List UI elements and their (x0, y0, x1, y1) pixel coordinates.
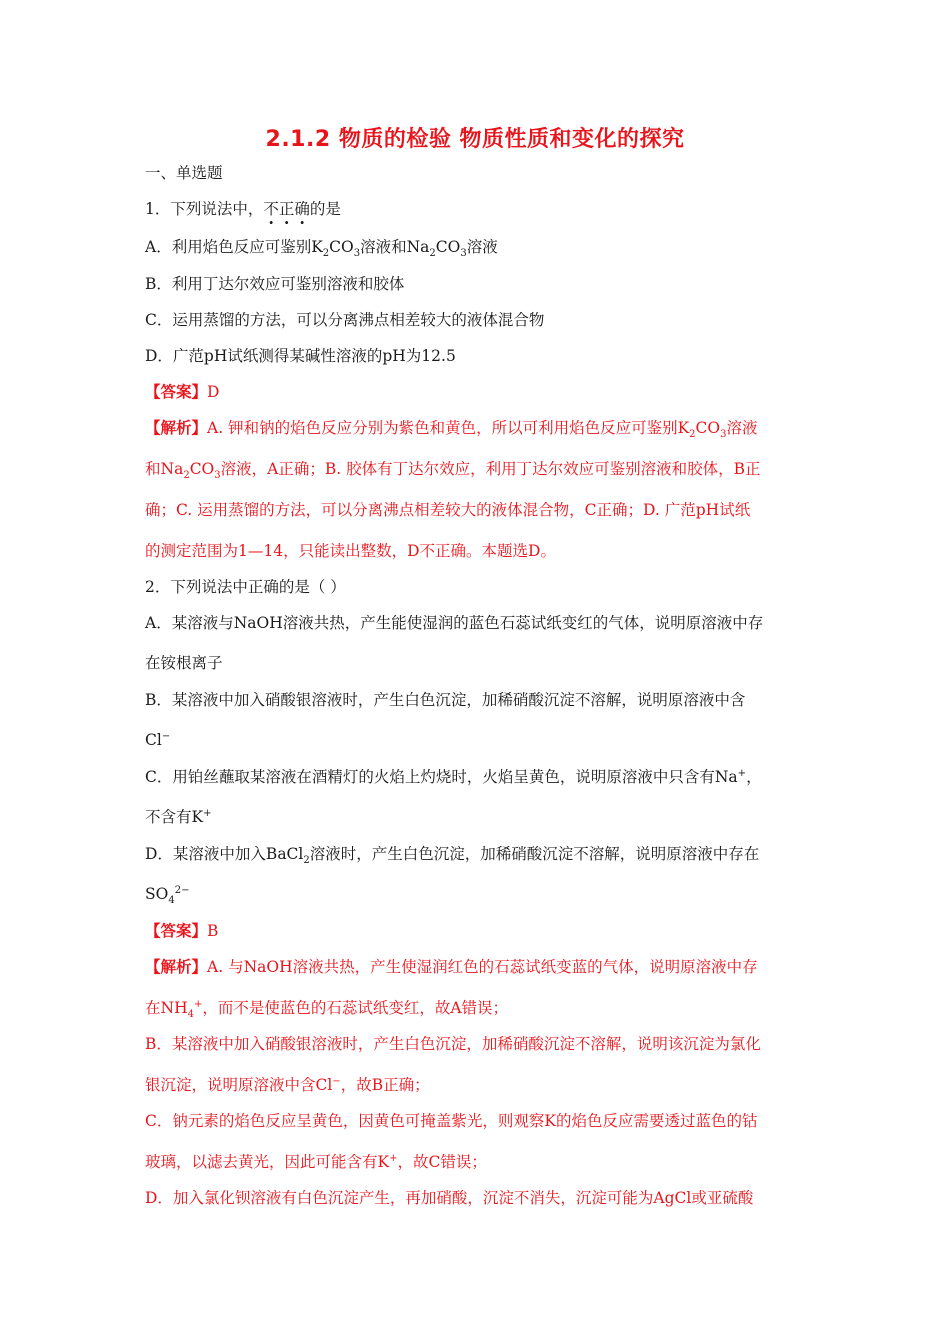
question-1-option-d: D．广范pH试纸测得某碱性溶液的pH为12.5 (145, 347, 456, 365)
question-2-explanation-line-7: D．加入氯化钡溶液有白色沉淀产生，再加硝酸，沉淀不消失，沉淀可能为AgCl或亚硫酸 (145, 1189, 754, 1207)
question-2-option-a-line-1: A．某溶液与NaOH溶液共热，产生能使湿润的蓝色石蕊试纸变红的气体，说明原溶液中存 (145, 614, 764, 632)
question-2-option-c-line-2: 不含有K+ (145, 807, 212, 826)
question-2-option-b-line-1: B．某溶液中加入硝酸银溶液时，产生白色沉淀，加稀硝酸沉淀不溶解，说明原溶液中含 (145, 691, 746, 709)
question-2-explanation-line-5: C．钠元素的焰色反应呈黄色，因黄色可掩盖紫光，则观察K的焰色反应需要透过蓝色的钴 (145, 1112, 758, 1130)
question-2-option-b-line-2: Cl− (145, 730, 171, 749)
question-2-explanation-line-2: 在$NH_4^+$，而不是使蓝色的石蕊试纸变红，故A错误； (145, 998, 509, 1021)
question-1-explanation-line-1: 【解析】A. 钾和钠的焰色反应分别为紫色和黄色，所以可利用焰色反应可鉴别$K_2CO_3$溶液 (145, 418, 758, 441)
question-2-option-a-line-2: 在铵根离子 (145, 654, 223, 672)
question-2-explanation-line-3: B．某溶液中加入硝酸银溶液时，产生白色沉淀，加稀硝酸沉淀不溶解，说明该沉淀为氯化 (145, 1035, 761, 1053)
question-1-option-a: A．利用焰色反应可鉴别$K_2CO_3$溶液和$Na_2CO_3$溶液 (145, 238, 498, 260)
question-2-option-d-line-1: D．某溶液中加入BaCl$_2$溶液时，产生白色沉淀，加稀硝酸沉淀不溶解，说明原溶液中存在 (145, 845, 760, 867)
question-2-option-c-line-1: C．用铂丝蘸取某溶液在酒精灯的火焰上灼烧时，火焰呈黄色，说明原溶液中只含有Na+， (145, 767, 762, 786)
question-1-answer: 【答案】D (145, 382, 220, 401)
question-2-explanation-line-4: 银沉淀，说明原溶液中含Cl−，故B正确； (145, 1075, 430, 1094)
section-heading: 一、单选题 (145, 164, 223, 182)
question-1-explanation-line-3: 确；C. 运用蒸馏的方法，可以分离沸点相差较大的液体混合物，C正确；D. 广范pH试纸 (145, 501, 751, 519)
question-2-answer: 【答案】B (145, 921, 219, 940)
question-1-explanation-line-2: 和$Na_2CO_3$溶液，A正确；B. 胶体有丁达尔效应，利用丁达尔效应可鉴别溶液和胶体，B正 (145, 460, 761, 482)
question-2-explanation-line-1: 【解析】A. 与NaOH溶液共热，产生使湿润红色的石蕊试纸变蓝的气体，说明原溶液中存 (145, 957, 758, 976)
question-1-explanation-line-4: 的测定范围为1—14，只能读出整数，D不正确。本题选D。 (145, 542, 556, 560)
question-2-explanation-line-6: 玻璃，以滤去黄光，因此可能含有K+，故C错误； (145, 1152, 487, 1171)
question-2-stem: 2．下列说法中正确的是（ ） (145, 578, 346, 596)
question-1-stem: 1．下列说法中，不正确的是 (145, 200, 341, 218)
question-1-option-b: B．利用丁达尔效应可鉴别溶液和胶体 (145, 275, 405, 293)
question-2-option-d-line-2: $SO_4^{2-}$ (145, 884, 190, 907)
page-title: 2.1.2 物质的检验 物质性质和变化的探究 (265, 127, 685, 152)
question-1-option-c: C．运用蒸馏的方法，可以分离沸点相差较大的液体混合物 (145, 311, 545, 329)
